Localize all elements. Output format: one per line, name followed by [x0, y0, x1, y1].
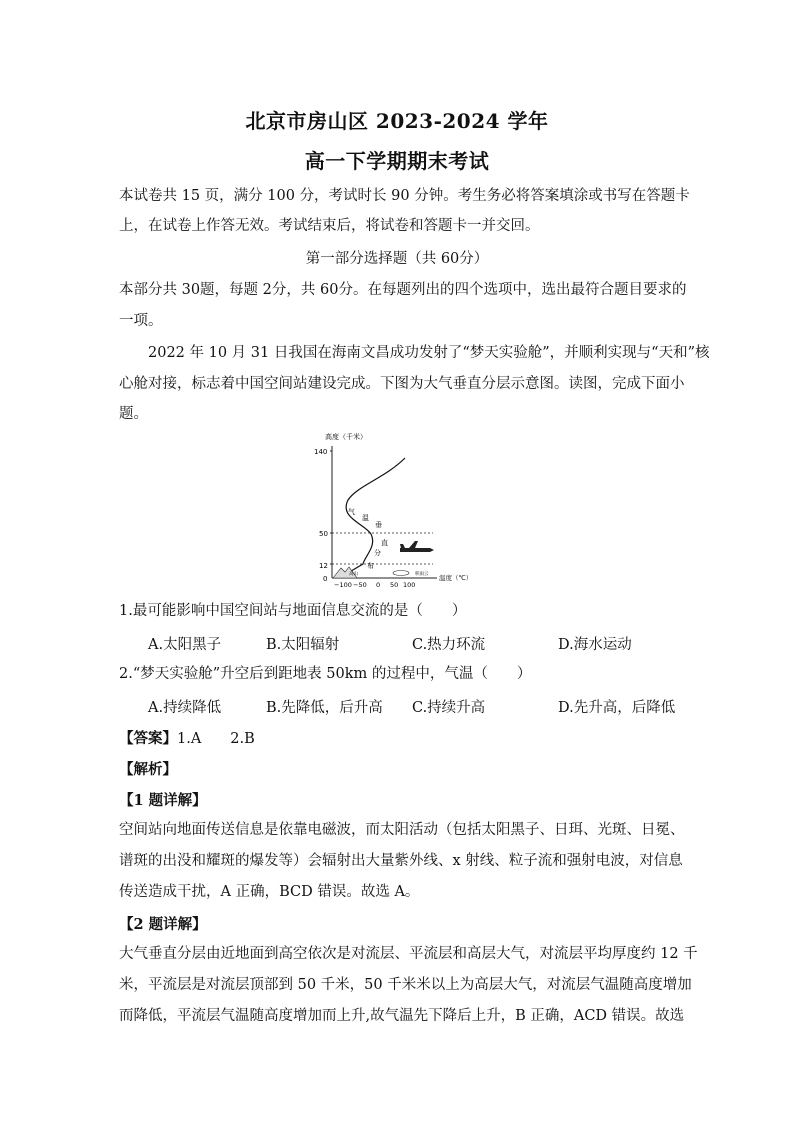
question-2-stem: 2.“梦天实验舱”升空后到距地表 50km 的过程中，气温（ ）: [119, 666, 532, 682]
x-tick-0: 0: [376, 581, 381, 589]
curve-label-wen: 温: [362, 514, 369, 522]
answer-text: 1.A 2.B: [177, 731, 255, 747]
section-title: 第一部分选择题（共 60分）: [305, 251, 489, 267]
answer-block: [119, 727, 255, 748]
intro-line-1: 本试卷共 15 页，满分 100 分，考试时长 90 分钟。考生务必将答案填涂或书写在答题卡: [119, 188, 690, 204]
y-tick-50: 50: [319, 530, 328, 538]
q2-option-a: A.持续降低: [148, 700, 222, 716]
q2-option-d: D.先升高，后降低: [558, 700, 676, 716]
cloud-label: 积雨云: [415, 572, 429, 577]
context-line-2: 心舱对接，标志着中国空间站建设完成。下图为大气垂直分层示意图。读图，完成下面小: [119, 376, 685, 392]
q1-option-c: C.热力环流: [412, 637, 486, 653]
cloud-icon: [393, 571, 409, 576]
q2-option-c: C.持续升高: [412, 700, 486, 716]
airplane-icon: [400, 541, 434, 552]
curve-label-zhi: 直: [381, 539, 388, 547]
context-line-1: 2022 年 10 月 31 日我国在海南文昌成功发射了“梦天实验舱”，并顺利实现与“天和”核: [148, 345, 710, 361]
intro-line-2: 上，在试卷上作答无效。考试结束后，将试卷和答题卡一并交回。: [119, 218, 540, 234]
q1-detail-line-2: 谱斑的出没和耀斑的爆发等）会辐射出大量紫外线、x 射线、粒子流和强射电波，对信息: [119, 853, 683, 869]
q2-detail-line-1: 大气垂直分层由近地面到高空依次是对流层、平流层和高层大气，对流层平均厚度约 12 千: [119, 946, 698, 962]
y-axis-label: 高度（千米）: [325, 433, 367, 441]
section-desc-line-1: 本部分共 30题，每题 2分，共 60分。在每题列出的四个选项中，选出最符合题目要求的: [119, 282, 687, 298]
x-axis-label: 温度（℃）: [439, 574, 473, 582]
temperature-curve: [341, 458, 405, 577]
curve-label-qi: 气: [348, 508, 355, 516]
question-1-stem: 1.最可能影响中国空间站与地面信息交流的是（ ）: [119, 603, 467, 619]
curve-label-fen: 分: [374, 549, 381, 557]
q1-option-b: B.太阳辐射: [266, 637, 340, 653]
y-tick-0: 0: [323, 575, 328, 583]
context-line-3: 题。: [119, 406, 148, 422]
x-tick-50: 50: [390, 581, 399, 589]
q1-option-d: D.海水运动: [558, 637, 632, 653]
analysis-label: 【解析】: [119, 761, 177, 778]
curve-label-bu: 布: [367, 562, 374, 570]
x-tick-neg50: −50: [353, 581, 367, 589]
q1-detail-line-3: 传送造成干扰，A 正确，BCD 错误。故选 A。: [119, 884, 420, 900]
x-tick-100: 100: [403, 581, 416, 589]
mountain-label: 高山: [349, 572, 358, 577]
q2-detail-line-2: 米，平流层是对流层顶部到 50 千米，50 千米米以上为高层大气，对流层气温随高度增加: [119, 977, 692, 993]
q1-detail-line-1: 空间站向地面传送信息是依靠电磁波，而太阳活动（包括太阳黑子、日珥、光斑、日冕、: [119, 822, 685, 838]
q2-detail-label: 【2 题详解】: [119, 916, 207, 933]
answer-label: 【答案】: [119, 730, 177, 747]
x-tick-neg100: −100: [334, 581, 352, 589]
y-tick-12: 12: [319, 562, 328, 570]
section-desc-line-2: 一项。: [119, 313, 163, 329]
q1-detail-label: 【1 题详解】: [119, 792, 207, 809]
curve-label-chui: 垂: [375, 521, 382, 529]
exam-title-line2: 高一下学期期末考试: [304, 149, 490, 173]
exam-title-line1: 北京市房山区 2023-2024 学年: [245, 109, 549, 133]
q2-option-b: B.先降低，后升高: [266, 700, 383, 716]
y-tick-140: 140: [314, 448, 328, 456]
atmosphere-layer-figure: [305, 428, 475, 590]
q2-detail-line-3: 而降低，平流层气温随高度增加而上升,故气温先下降后上升，B 正确，ACD 错误。故选: [119, 1008, 685, 1024]
q1-option-a: A.太阳黑子: [148, 637, 222, 653]
